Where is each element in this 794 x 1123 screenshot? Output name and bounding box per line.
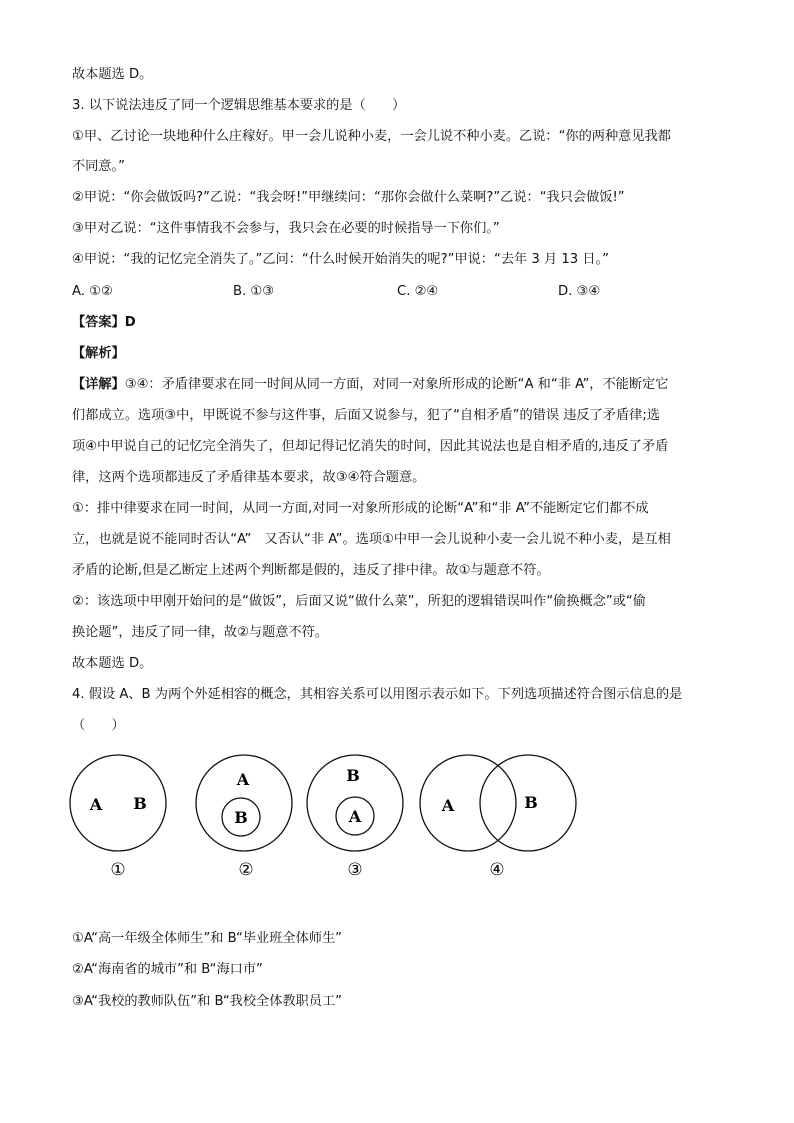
detail-line-7: 矛盾的论断,但是乙断定上述两个判断都是假的，违反了排中律。故①与题意不符。 [72, 563, 550, 578]
q3-item-4: ④甲说：“我的记忆完全消失了。”乙问：“什么时候开始消失的呢?”甲说：“去年 3 月 13 日。” [72, 252, 609, 267]
diagram-1-label-b: B [133, 794, 147, 813]
q4-item-3: ③A“我校的教师队伍”和 B“我校全体教职员工” [72, 994, 342, 1009]
detail-line-8: ②：该选项中甲刚开始问的是“做饭”，后面又说“做什么菜”，所犯的逻辑错误叫作“偷换概念”或“偷 [72, 594, 646, 609]
answer-label: 【答案】 [72, 315, 125, 330]
diagram-3 [307, 755, 403, 880]
diagram-4-label-left: A [441, 796, 455, 815]
option-c: C. ②④ [397, 284, 439, 299]
option-a: A. ①② [72, 284, 113, 299]
conclusion-line-2: 故本题选 D。 [72, 656, 153, 671]
detail-text-1: ③④：矛盾律要求在同一时间从同一方面，对同一对象所形成的论断“A 和“非 A”，不能断定它 [124, 377, 669, 392]
diagram-3-number: ③ [347, 860, 363, 880]
answer-value: D [124, 315, 136, 330]
q3-item-1-cont: 不同意。” [72, 159, 125, 174]
diagram-1-label-a: A [89, 795, 103, 814]
detail-label: 【详解】 [72, 377, 125, 392]
diagram-1 [70, 755, 166, 880]
detail-line-5: ①：排中律要求在同一时间，从同一方面,对同一对象所形成的论断“A”和“非 A”不能断定它们都不成 [72, 501, 649, 516]
detail-line-4: 律，这两个选项都违反了矛盾律基本要求，故③④符合题意。 [72, 470, 426, 485]
q3-item-2: ②甲说：“你会做饭吗?”乙说：“我会呀!”甲继续问：“那你会做什么菜啊?”乙说：“我只会做饭!” [72, 190, 625, 205]
detail-line-6: 立，也就是说不能同时否认“A” 又否认“非 A”。选项①中甲一会儿说种小麦一会儿说不种小麦，是互相 [72, 532, 671, 547]
diagram-4 [420, 755, 576, 880]
analysis-label: 【解析】 [72, 346, 125, 361]
question-3-stem: 3. 以下说法违反了同一个逻辑思维基本要求的是（ ） [72, 98, 406, 113]
q3-item-1: ①甲、乙讨论一块地种什么庄稼好。甲一会儿说种小麦，一会儿说不种小麦。乙说：“你的两种意见我都 [72, 129, 671, 144]
q4-item-1: ①A“高一年级全体师生”和 B“毕业班全体师生” [72, 931, 342, 946]
detail-line-1 [72, 376, 668, 394]
option-d: D. ③④ [558, 284, 601, 299]
diagram-3-label-inner: A [348, 807, 362, 826]
diagram-1-number: ① [110, 860, 126, 880]
detail-line-2: 们都成立。选项③中，甲既说不参与这件事，后面又说参与，犯了“自相矛盾”的错误 违反了矛盾律;选 [72, 408, 660, 423]
option-b: B. ①③ [233, 284, 275, 299]
question-4-bracket: （ ） [72, 718, 125, 733]
diagram-4-number: ④ [489, 860, 505, 880]
question-4-stem: 4. 假设 A、B 为两个外延相容的概念，其相容关系可以用图示表示如下。下列选项描述符合图示信息的是 [72, 687, 683, 702]
diagram-4-label-right: B [524, 793, 538, 812]
diagram-3-label-outer: B [346, 766, 360, 785]
answer-line [72, 314, 136, 332]
diagram-2-number: ② [238, 860, 254, 880]
venn-diagrams [0, 745, 794, 885]
diagram-2-label-inner: B [234, 808, 248, 827]
q3-item-3: ③甲对乙说：“这件事情我不会参与，我只会在必要的时候指导一下你们。” [72, 221, 500, 236]
diagram-2-label-outer: A [236, 770, 250, 789]
q4-item-2: ②A“海南省的城市”和 B“海口市” [72, 962, 263, 977]
diagram-2 [196, 755, 292, 880]
conclusion-line: 故本题选 D。 [72, 67, 153, 82]
detail-line-3: 项④中甲说自己的记忆完全消失了，但却记得记忆消失的时间，因此其说法也是自相矛盾的,违反了矛盾 [72, 439, 669, 454]
detail-line-9: 换论题”，违反了同一律，故②与题意不符。 [72, 625, 329, 640]
